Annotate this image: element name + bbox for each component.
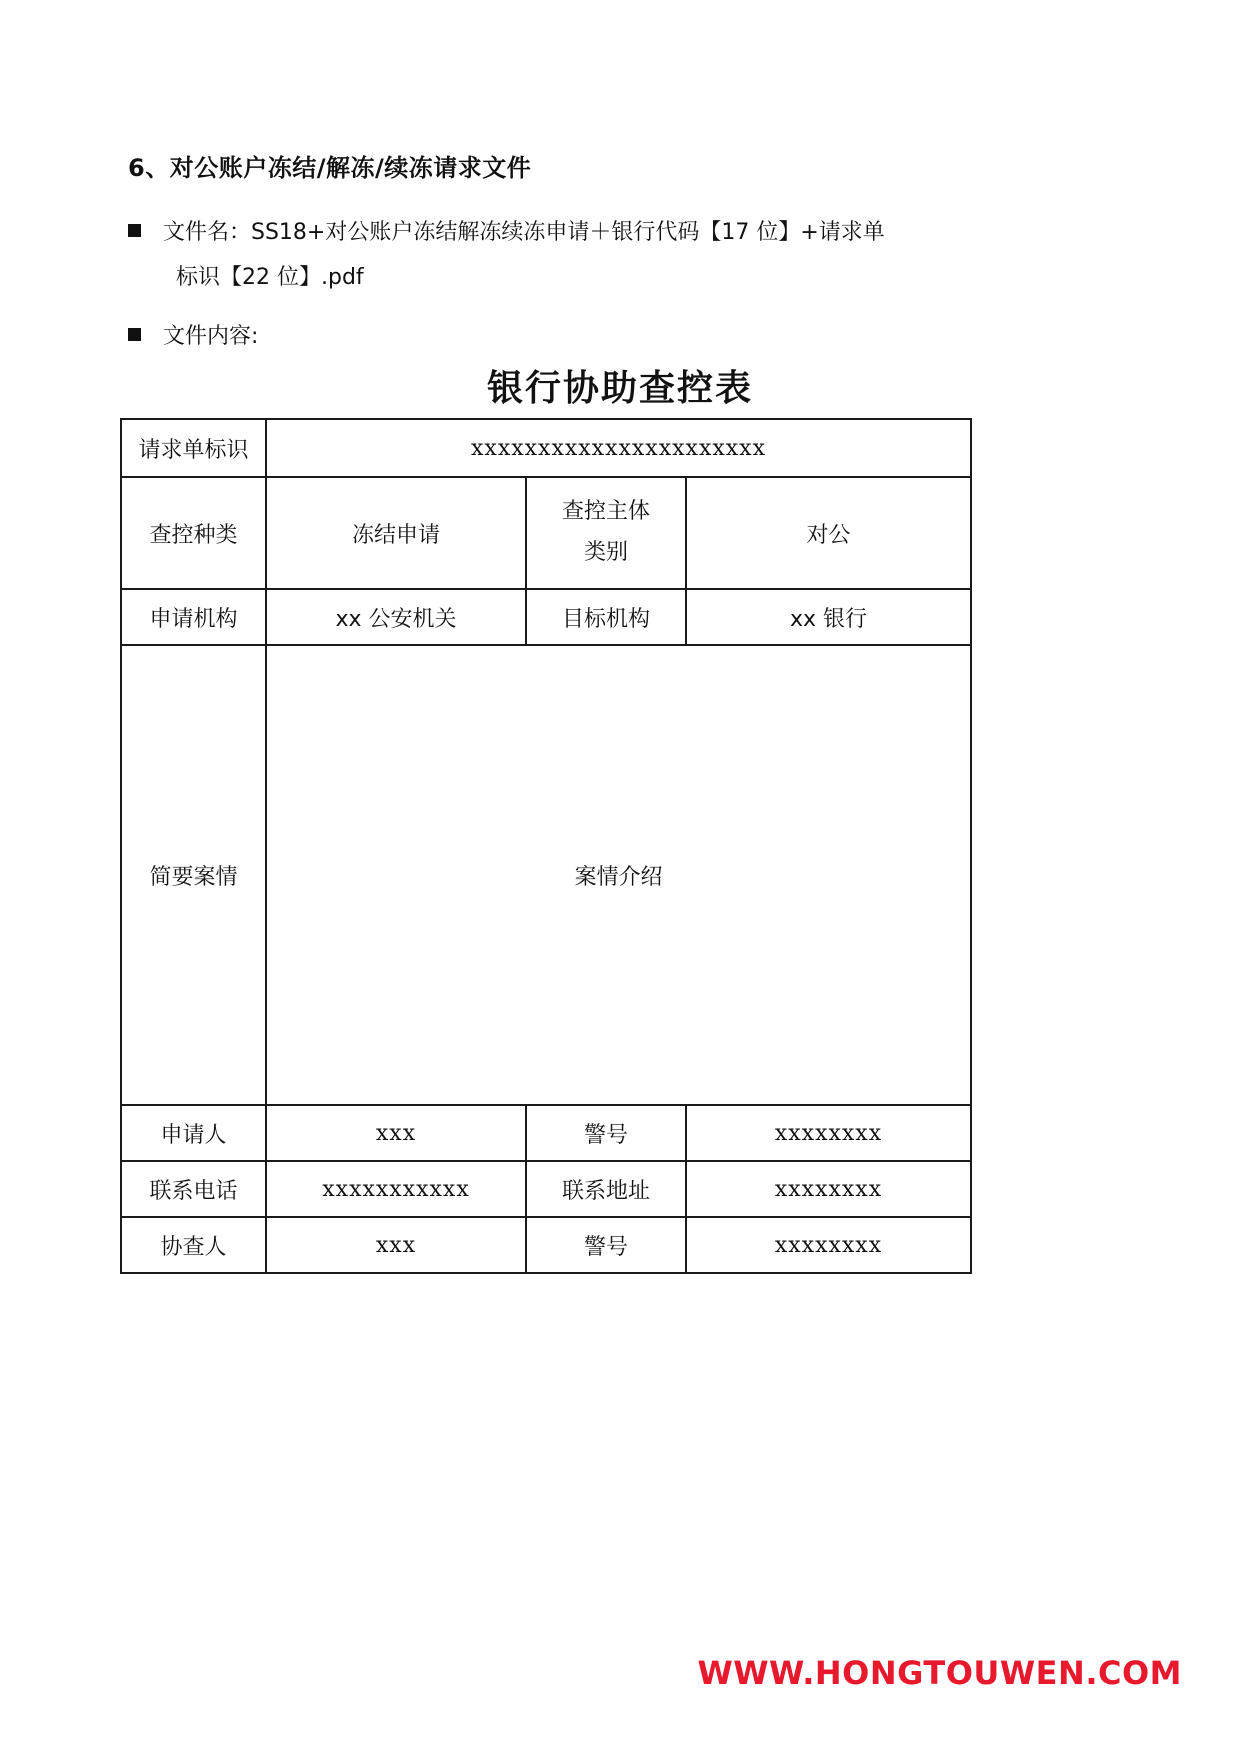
cell-applicant-value: xxx bbox=[266, 1105, 526, 1161]
cell-assistant-label: 协查人 bbox=[121, 1217, 266, 1273]
bank-assistance-form-table bbox=[120, 418, 972, 1274]
cell-applicant-org-label: 申请机构 bbox=[121, 589, 266, 645]
cell-subject-category-label bbox=[526, 477, 686, 589]
table-title: 银行协助查控表 bbox=[486, 368, 753, 409]
cell-address-value: xxxxxxxx bbox=[686, 1161, 971, 1217]
cell-subject-category-value: 对公 bbox=[686, 477, 971, 589]
table-row bbox=[121, 1161, 971, 1217]
square-bullet-icon bbox=[128, 224, 141, 237]
cell-case-summary-label: 简要案情 bbox=[121, 645, 266, 1105]
bullet-item-filecontent bbox=[128, 310, 258, 364]
cell-police-id-value: xxxxxxxx bbox=[686, 1105, 971, 1161]
subject-category-label-line1: 查控主体 bbox=[561, 499, 650, 525]
cell-target-org-label: 目标机构 bbox=[526, 589, 686, 645]
cell-address-label: 联系地址 bbox=[526, 1161, 686, 1217]
cell-case-summary-value: 案情介绍 bbox=[266, 645, 971, 1105]
cell-applicant-org-value: xx 公安机关 bbox=[266, 589, 526, 645]
table-row bbox=[121, 419, 971, 477]
bullet-filecontent-text: 文件内容: bbox=[163, 324, 259, 349]
form-table-wrapper bbox=[120, 418, 970, 1274]
square-bullet-icon bbox=[128, 328, 141, 341]
cell-target-org-value: xx 银行 bbox=[686, 589, 971, 645]
cell-control-type-value: 冻结申请 bbox=[266, 477, 526, 589]
cell-assistant-police-id-value: xxxxxxxx bbox=[686, 1217, 971, 1273]
cell-request-id-label: 请求单标识 bbox=[121, 419, 266, 477]
cell-phone-value: xxxxxxxxxxx bbox=[266, 1161, 526, 1217]
cell-police-id-label: 警号 bbox=[526, 1105, 686, 1161]
table-row bbox=[121, 477, 971, 589]
bullet-item-filename bbox=[128, 206, 885, 260]
site-watermark: WWW.HONGTOUWEN.COM bbox=[697, 1654, 1182, 1692]
cell-applicant-label: 申请人 bbox=[121, 1105, 266, 1161]
cell-assistant-police-id-label: 警号 bbox=[526, 1217, 686, 1273]
cell-request-id-value: xxxxxxxxxxxxxxxxxxxxxx bbox=[266, 419, 971, 477]
table-row bbox=[121, 1217, 971, 1273]
cell-control-type-label: 查控种类 bbox=[121, 477, 266, 589]
table-row bbox=[121, 589, 971, 645]
table-row bbox=[121, 1105, 971, 1161]
bullet-filename-text: 文件名：SS18+对公账户冻结解冻续冻申请＋银行代码【17 位】+请求单 bbox=[163, 220, 885, 245]
cell-phone-label: 联系电话 bbox=[121, 1161, 266, 1217]
section-heading: 6、对公账户冻结/解冻/续冻请求文件 bbox=[128, 154, 532, 182]
subject-category-label-line2: 类别 bbox=[583, 540, 628, 565]
cell-assistant-value: xxx bbox=[266, 1217, 526, 1273]
bullet-filename-continuation: 标识【22 位】.pdf bbox=[176, 265, 364, 290]
table-row bbox=[121, 645, 971, 1105]
